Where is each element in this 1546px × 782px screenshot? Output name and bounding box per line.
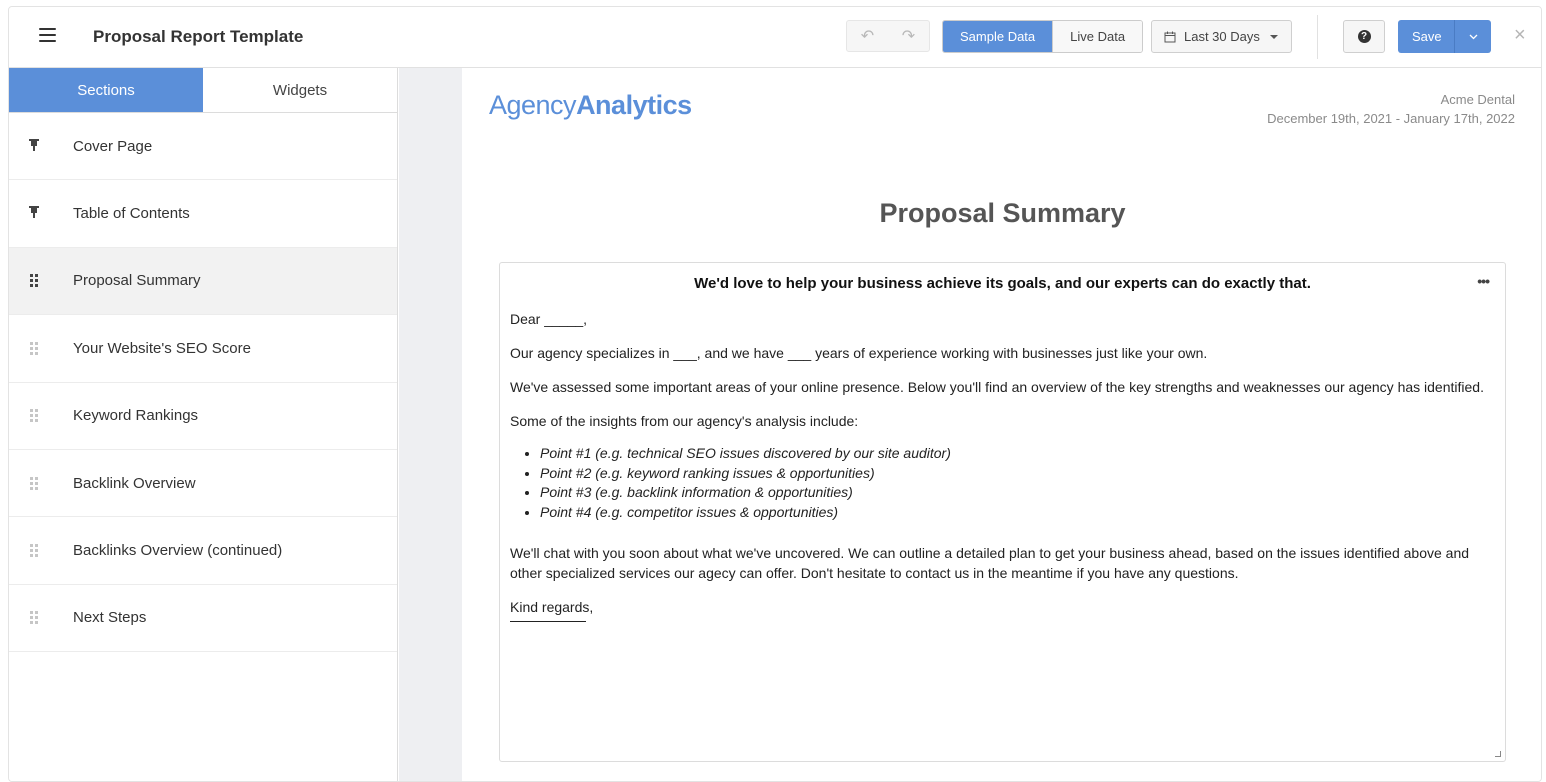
save-options-dropdown[interactable] bbox=[1454, 20, 1491, 53]
hamburger-menu-icon[interactable] bbox=[39, 28, 56, 42]
sidebar-item-next-steps[interactable] bbox=[9, 585, 397, 652]
calendar-icon bbox=[1164, 31, 1176, 43]
template-title: Proposal Report Template bbox=[93, 27, 304, 46]
drag-handle-icon[interactable] bbox=[27, 544, 41, 557]
sections-sidebar bbox=[9, 68, 398, 782]
sidebar-tabs bbox=[9, 68, 397, 113]
save-button[interactable]: Save bbox=[1398, 20, 1454, 53]
widget-heading: We'd love to help your business achieve its goals, and our experts can do exactly that. bbox=[694, 275, 1311, 292]
close-icon[interactable]: × bbox=[1514, 24, 1526, 46]
report-page bbox=[462, 68, 1542, 782]
list-item: • Point #1 (e.g. technical SEO issues discovered by our site auditor) bbox=[540, 444, 1495, 464]
sidebar-item-label: Proposal Summary bbox=[73, 272, 201, 290]
paragraph-assessment: We've assessed some important areas of your online presence. Below you'll find an overview of the key strengths and weaknesses our agency has identified. bbox=[510, 379, 1484, 395]
drag-handle-icon[interactable] bbox=[27, 409, 41, 422]
caret-down-icon bbox=[1270, 35, 1278, 39]
client-info bbox=[1267, 90, 1515, 128]
sidebar-item-backlinks-overview-continued[interactable] bbox=[9, 517, 397, 584]
date-range-label: Last 30 Days bbox=[1184, 29, 1260, 44]
resize-handle-icon[interactable] bbox=[1495, 751, 1501, 757]
agency-logo bbox=[489, 90, 692, 121]
sidebar-item-backlink-overview[interactable] bbox=[9, 450, 397, 517]
paragraph-intro: Our agency specializes in ___, and we have ___ years of experience working with businesses just like your own. bbox=[510, 345, 1208, 361]
live-data-button[interactable]: Live Data bbox=[1052, 21, 1142, 52]
sidebar-item-cover-page[interactable] bbox=[9, 113, 397, 180]
client-name: Acme Dental bbox=[1440, 92, 1515, 107]
widget-more-options-icon[interactable]: ••• bbox=[1477, 273, 1489, 289]
tab-sections[interactable]: Sections bbox=[9, 68, 203, 112]
logo-text-bold: Analytics bbox=[576, 90, 692, 120]
data-source-toggle bbox=[942, 20, 1143, 53]
undo-icon[interactable]: ↶ bbox=[860, 28, 875, 45]
undo-redo-group bbox=[846, 20, 930, 52]
signature-line bbox=[510, 621, 586, 622]
report-editor-window bbox=[8, 6, 1542, 782]
report-date-range: December 19th, 2021 - January 17th, 2022 bbox=[1267, 111, 1515, 126]
help-icon: ? bbox=[1358, 30, 1371, 43]
pin-icon bbox=[27, 138, 41, 155]
list-item: • Point #4 (e.g. competitor issues & opportunities) bbox=[540, 503, 1495, 523]
list-item: • Point #3 (e.g. backlink information & opportunities) bbox=[540, 483, 1495, 503]
chevron-down-icon bbox=[1469, 34, 1478, 40]
sidebar-item-table-of-contents[interactable] bbox=[9, 180, 397, 247]
sidebar-item-label: Backlink Overview bbox=[73, 474, 196, 492]
drag-handle-icon[interactable] bbox=[27, 274, 41, 287]
save-button-group bbox=[1398, 20, 1491, 53]
sidebar-item-label: Backlinks Overview (continued) bbox=[73, 542, 283, 560]
sidebar-item-label: Your Website's SEO Score bbox=[73, 339, 251, 357]
drag-handle-icon[interactable] bbox=[27, 611, 41, 624]
date-range-dropdown[interactable] bbox=[1151, 20, 1292, 53]
insights-list bbox=[540, 444, 1495, 522]
top-toolbar bbox=[9, 7, 1541, 68]
list-item: • Point #2 (e.g. keyword ranking issues & opportunities) bbox=[540, 464, 1495, 484]
greeting-text: Dear _____, bbox=[510, 311, 588, 327]
redo-icon[interactable]: ↷ bbox=[901, 28, 916, 45]
pin-icon bbox=[27, 205, 41, 222]
sample-data-button[interactable]: Sample Data bbox=[943, 21, 1052, 52]
paragraph-closing: We'll chat with you soon about what we've uncovered. We can outline a detailed plan to get your business ahead, based on the issues identified above and other specialized services our agecy can offer. Don't hesitate to contact us in the meantime if you have any questions. bbox=[510, 545, 1470, 581]
toolbar-divider bbox=[1317, 15, 1318, 59]
drag-handle-icon[interactable] bbox=[27, 477, 41, 490]
closing-text: Kind regards, bbox=[510, 599, 594, 615]
tab-widgets[interactable]: Widgets bbox=[203, 68, 397, 112]
sidebar-item-label: Keyword Rankings bbox=[73, 407, 199, 425]
sidebar-item-seo-score[interactable] bbox=[9, 315, 397, 382]
text-widget[interactable] bbox=[499, 262, 1506, 762]
logo-text-light: Agency bbox=[489, 90, 577, 120]
sidebar-item-keyword-rankings[interactable] bbox=[9, 383, 397, 450]
sidebar-item-label: Cover Page bbox=[73, 137, 153, 155]
sidebar-item-label: Next Steps bbox=[73, 609, 147, 627]
sidebar-item-proposal-summary[interactable] bbox=[9, 248, 397, 315]
page-title: Proposal Summary bbox=[879, 198, 1126, 228]
help-button[interactable] bbox=[1343, 20, 1385, 53]
drag-handle-icon[interactable] bbox=[27, 342, 41, 355]
sidebar-item-label: Table of Contents bbox=[73, 205, 190, 223]
paragraph-insights: Some of the insights from our agency's analysis include: bbox=[510, 413, 859, 429]
